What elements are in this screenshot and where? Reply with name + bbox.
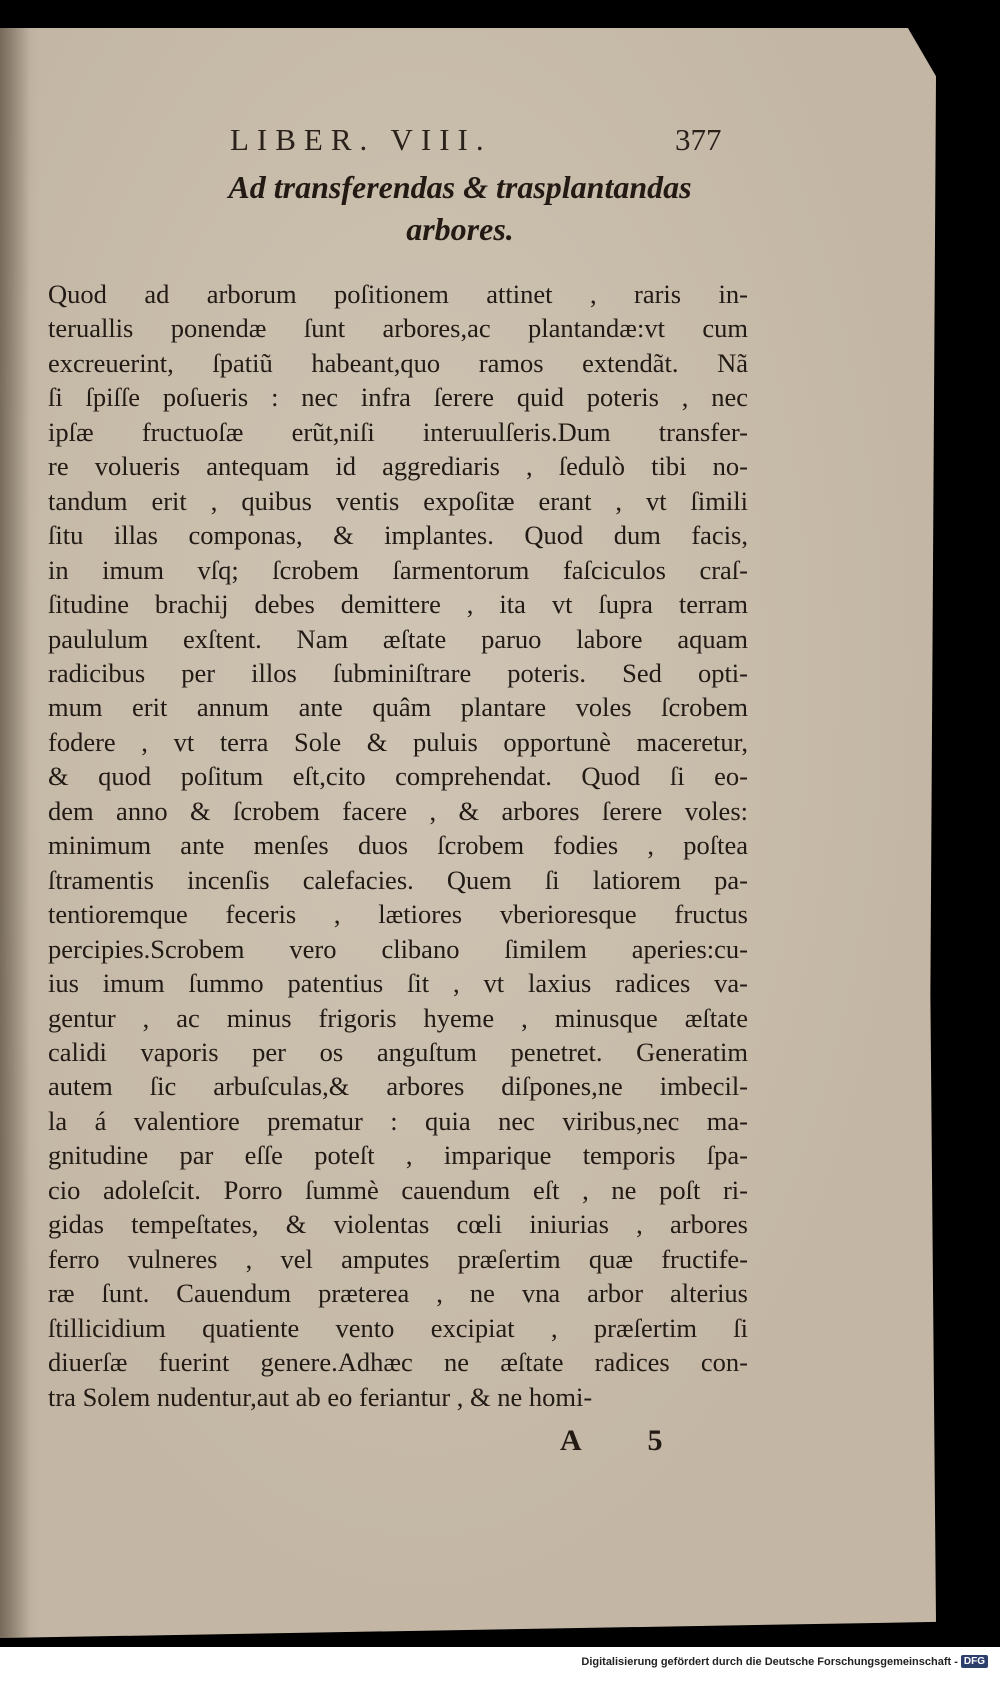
text-line: percipies.Scrobem vero clibano ſimilem aperies:cu- xyxy=(48,933,748,964)
footer-bar xyxy=(0,1647,1000,1687)
text-line: dem anno & ſcrobem facere , & arbores ſerere voles: xyxy=(48,795,748,826)
text-line: ſtillicidium quatiente vento excipiat , præſertim ſi xyxy=(48,1312,748,1343)
funding-credit xyxy=(581,1655,988,1668)
running-head: LIBER. VIII. xyxy=(230,122,492,157)
text-line: ius imum ſummo patentius ſit , vt laxius radices va- xyxy=(48,968,748,999)
text-line: fodere , vt terra Sole & puluis opportunè maceretur, xyxy=(48,726,748,757)
text-line: cio adoleſcit. Porro ſummè cauendum eſt , ne poſt ri- xyxy=(48,1174,748,1205)
chapter-title xyxy=(110,166,810,250)
text-line: gidas tempeſtates, & violentas cœli iniurias , arbores xyxy=(48,1209,748,1240)
gutter-shadow xyxy=(0,28,30,1638)
text-line: gentur , ac minus frigoris hyeme , minusque æſtate xyxy=(48,1002,748,1033)
page-number: 377 xyxy=(675,122,722,157)
title-line: Ad transferendas & trasplantandas xyxy=(228,169,692,205)
text-line: tandum erit , quibus ventis expoſitæ erant , vt ſimili xyxy=(48,485,748,516)
page-header xyxy=(0,122,936,162)
text-line: autem ſic arbuſculas,& arbores diſpones,ne imbecil- xyxy=(48,1071,748,1102)
text-line: tra Solem nudentur,aut ab eo feriantur , & ne homi- xyxy=(48,1381,593,1412)
text-line: mum erit annum ante quâm plantare voles ſcrobem xyxy=(48,692,748,723)
body-text xyxy=(48,277,748,1414)
title-line: arbores. xyxy=(406,211,514,247)
text-line: tentioremque feceris , lætiores vberioresque fructus xyxy=(48,899,748,930)
text-line: la á valentiore prematur : quia nec viribus,nec ma- xyxy=(48,1105,748,1136)
text-line: ferro vulneres , vel amputes præſertim quæ fructife- xyxy=(48,1243,748,1274)
text-line: ipſæ fructuoſæ erũt,niſi interuulſeris.Dum transfer- xyxy=(48,416,748,447)
text-line: & quod poſitum eſt,cito comprehendat. Quod ſi eo- xyxy=(48,761,748,792)
text-line: teruallis ponendæ ſunt arbores,ac plantandæ:vt cum xyxy=(48,313,748,344)
text-line: paululum exſtent. Nam æſtate paruo labore aquam xyxy=(48,623,748,654)
text-line: diuerſæ fuerint genere.Adhæc ne æſtate radices con- xyxy=(48,1347,748,1378)
text-line: radicibus per illos ſubminiſtrare poteris. Sed opti- xyxy=(48,657,748,688)
dfg-logo-icon: DFG xyxy=(961,1655,988,1668)
text-line: gnitudine par eſſe poteſt , imparique temporis ſpa- xyxy=(48,1140,748,1171)
text-line: calidi vaporis per os anguſtum penetret. Generatim xyxy=(48,1036,748,1067)
text-line: ſi ſpiſſe poſueris : nec infra ſerere quid poteris , nec xyxy=(48,382,748,413)
credit-text: Digitalisierung gefördert durch die Deutsche Forschungsgemeinschaft - xyxy=(581,1655,958,1668)
signature-mark: A 5 xyxy=(560,1424,693,1457)
text-line: Quod ad arborum poſitionem attinet , raris in- xyxy=(48,279,748,309)
text-line: ſitu illas componas, & implantes. Quod dum facis, xyxy=(48,520,748,551)
text-line: excreuerint, ſpatiũ habeant,quo ramos extendãt. Nã xyxy=(48,347,748,378)
text-line: ſitudine brachij debes demittere , ita vt ſupra terram xyxy=(48,589,748,620)
text-line: in imum vſq; ſcrobem ſarmentorum faſciculos craſ- xyxy=(48,554,748,585)
text-line: re volueris antequam id aggrediaris , ſedulò tibi no- xyxy=(48,451,748,482)
text-line: ſtramentis incenſis calefacies. Quem ſi latiorem pa- xyxy=(48,864,748,895)
text-line: ræ ſunt. Cauendum præterea , ne vna arbor alterius xyxy=(48,1278,748,1309)
text-line: minimum ante menſes duos ſcrobem fodies , poſtea xyxy=(48,830,748,861)
